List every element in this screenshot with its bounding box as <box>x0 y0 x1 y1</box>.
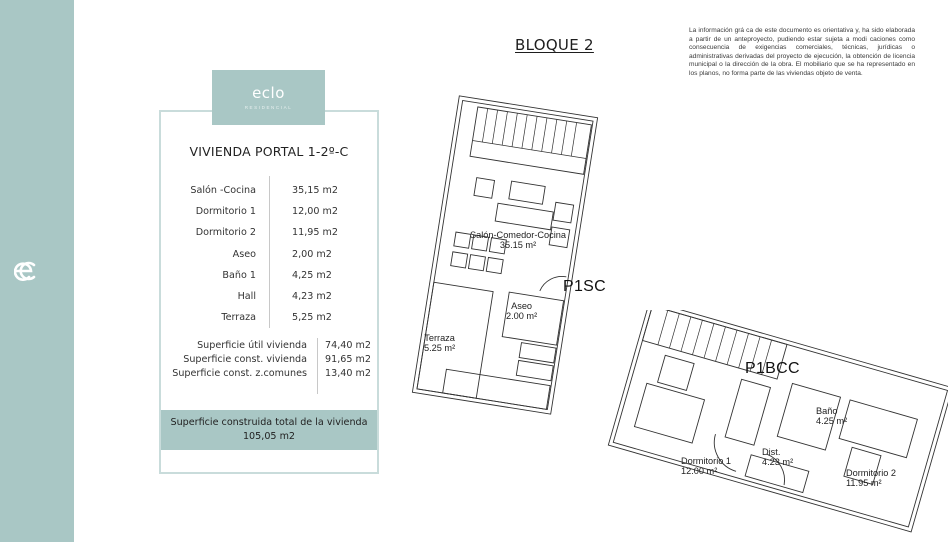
dwelling-info-card <box>159 110 379 474</box>
room-name: Dormitorio 1 <box>195 206 256 218</box>
summary-area: 74,40 m2 <box>325 339 371 351</box>
room-label-area: 11.95 m² <box>846 478 882 488</box>
summary-name: Superficie const. vivienda <box>183 353 307 365</box>
room-row <box>161 286 377 307</box>
room-label-area: 4.25 m² <box>816 416 848 426</box>
brand-logo <box>212 70 325 125</box>
plan-code-lower: P1SC <box>563 278 606 295</box>
room-name: Aseo <box>232 248 256 260</box>
room-area: 2,00 m2 <box>292 248 332 260</box>
room-label-name: Dormitorio 2 <box>846 468 897 478</box>
room-name: Dormitorio 2 <box>195 227 256 239</box>
total-label: Superficie construida total de la vivienda <box>170 417 368 428</box>
room-row <box>161 265 377 286</box>
room-area: 5,25 m2 <box>292 312 332 324</box>
room-label-name: Dist. <box>762 447 781 457</box>
room-area: 12,00 m2 <box>292 206 338 218</box>
floor-plan-lower <box>395 95 615 420</box>
room-label-area: 2.00 m² <box>506 311 538 321</box>
summary-row <box>161 366 377 380</box>
brand-name: eclo <box>252 83 285 102</box>
room-name: Salón -Cocina <box>190 185 256 197</box>
room-label-salon <box>470 230 566 250</box>
total-surface-band <box>161 410 377 450</box>
summary-area: 13,40 m2 <box>325 367 371 379</box>
room-row <box>161 307 377 328</box>
summary-name: Superficie útil vivienda <box>197 339 307 351</box>
room-name: Terraza <box>221 312 256 324</box>
surface-summary <box>161 338 377 380</box>
room-label-name: Aseo <box>511 301 533 311</box>
room-area: 11,95 m2 <box>292 227 338 239</box>
rooms-table <box>161 180 377 328</box>
summary-row <box>161 352 377 366</box>
room-label-dist <box>762 447 793 467</box>
room-row <box>161 222 377 243</box>
room-name: Hall <box>237 291 256 303</box>
summary-name: Superficie const. z.comunes <box>172 367 307 379</box>
room-row <box>161 201 377 222</box>
total-value: 105,05 m2 <box>242 431 296 442</box>
room-label-area: 12.00 m² <box>681 466 718 476</box>
room-label-area: 4.23 m² <box>762 457 794 467</box>
page-title: BLOQUE 2 <box>515 36 594 54</box>
summary-area: 91,65 m2 <box>325 353 371 365</box>
room-area: 35,15 m2 <box>292 185 338 197</box>
room-label-dormitorio-1 <box>681 456 731 476</box>
room-name: Baño 1 <box>222 269 256 281</box>
floor-plan-upper <box>600 310 948 542</box>
room-label-name: Baño <box>816 406 838 416</box>
room-row <box>161 244 377 265</box>
plan-code-upper: P1BCC <box>745 360 800 377</box>
room-label-bano <box>816 406 847 426</box>
room-area: 4,25 m2 <box>292 269 332 281</box>
room-label-terraza <box>424 333 455 353</box>
room-label-name: Dormitorio 1 <box>681 456 732 466</box>
room-label-area: 35.15 m² <box>499 240 537 250</box>
brand-subtitle: RESIDENCIAL <box>244 104 293 110</box>
room-label-name: Salón-Comedor-Cocina <box>470 230 567 240</box>
room-row <box>161 180 377 201</box>
disclaimer-text: La información grá ca de este documento es orientativa y, ha sido elaborada a partir de un anteproyecto, pudiendo estar sujeta a modi caciones como consecuencia de exigencias comerciales, técnicas, jurídicas o administrativas derivadas del proyecto de ejecución, la obtención de licencia municipal o la dirección de la obra. El mobiliario que se ha representado en los planos, no forma parte de las viviendas objeto de venta. <box>689 27 915 77</box>
summary-row <box>161 338 377 352</box>
eclo-mark-icon <box>14 259 54 283</box>
room-area: 4,23 m2 <box>292 291 332 303</box>
room-label-aseo <box>506 301 537 321</box>
dwelling-title: VIVIENDA PORTAL 1-2º-C <box>189 144 349 159</box>
room-label-name: Terraza <box>424 333 455 343</box>
room-label-dormitorio-2 <box>846 468 896 488</box>
brand-sidebar <box>0 0 74 542</box>
room-label-area: 5.25 m² <box>424 343 456 353</box>
